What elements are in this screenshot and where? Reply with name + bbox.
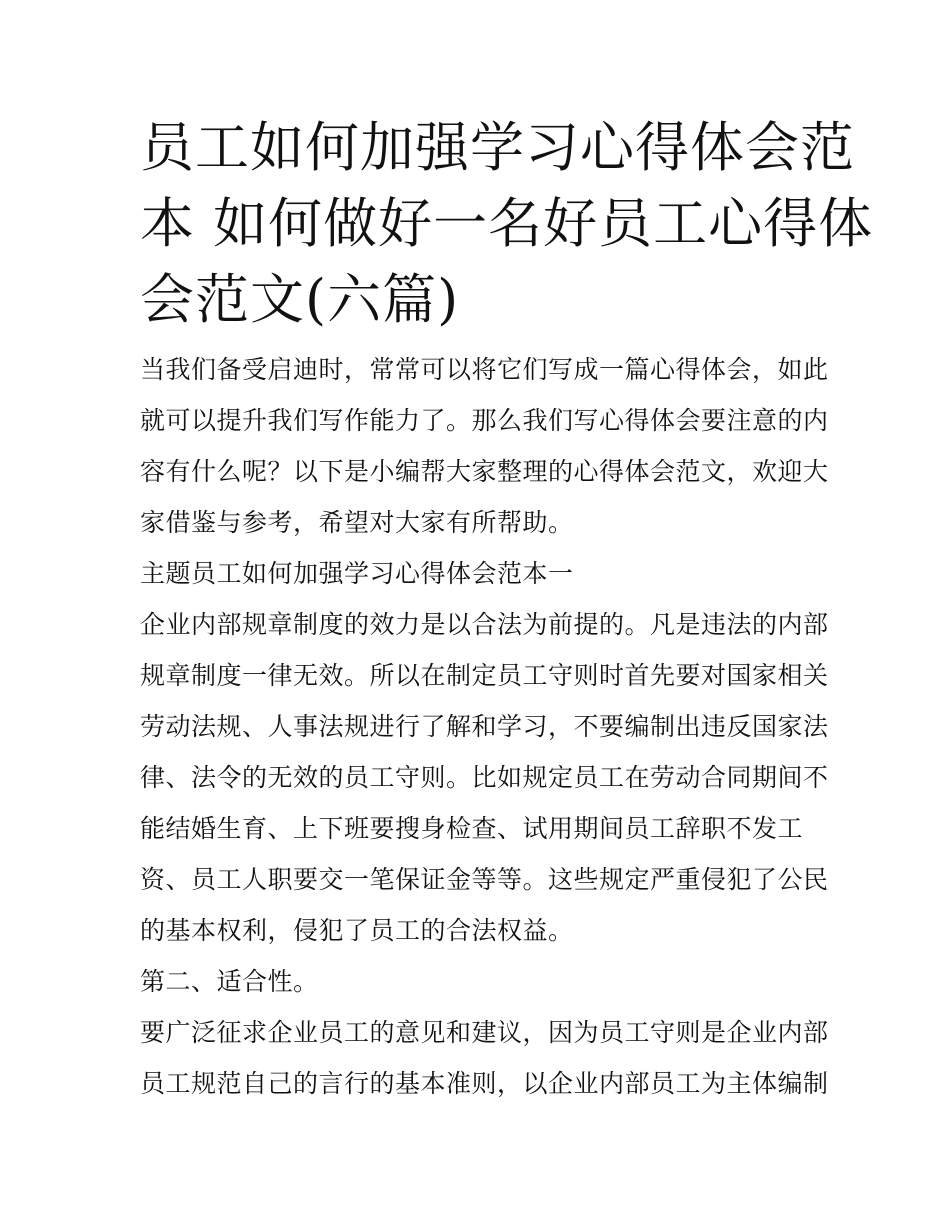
document-title xyxy=(140,110,874,338)
text-line: 当我们备受启迪时，常常可以将它们写成一篇心得体会，如此 xyxy=(140,355,829,384)
intro-paragraph xyxy=(140,344,830,548)
text-line: 就可以提升我们写作能力了。那么我们写心得体会要注意的内 xyxy=(140,406,829,435)
text-line: 资、员工人职要交一笔保证金等等。这些规定严重侵犯了公民 xyxy=(140,865,829,894)
text-line: 律、法令的无效的员工守则。比如规定员工在劳动合同期间不 xyxy=(140,763,829,792)
text-line: 第二、适合性。 xyxy=(140,967,319,996)
text-line: 能结婚生育、上下班要搜身检查、试用期间员工辞职不发工 xyxy=(140,814,804,843)
document-body xyxy=(140,344,830,1109)
document-content xyxy=(140,110,874,1109)
subsection-heading xyxy=(140,956,830,1007)
section-heading xyxy=(140,548,830,599)
text-line: 员工规范自己的言行的基本准则，以企业内部员工为主体编制 xyxy=(140,1069,829,1098)
title-line: 会范文(六篇) xyxy=(140,268,460,331)
text-line: 规章制度一律无效。所以在制定员工守则时首先要对国家相关 xyxy=(140,661,829,690)
title-line: 员工如何加强学习心得体会范 xyxy=(140,116,855,179)
text-line: 劳动法规、人事法规进行了解和学习，不要编制出违反国家法 xyxy=(140,712,829,741)
body-paragraph xyxy=(140,599,830,956)
text-line: 主题员工如何加强学习心得体会范本一 xyxy=(140,559,574,588)
title-line: 本 如何做好一名好员工心得体 xyxy=(140,192,874,255)
text-line: 家借鉴与参考，希望对大家有所帮助。 xyxy=(140,508,574,537)
text-line: 企业内部规章制度的效力是以合法为前提的。凡是违法的内部 xyxy=(140,610,829,639)
text-line: 的基本权利，侵犯了员工的合法权益。 xyxy=(140,916,574,945)
body-paragraph xyxy=(140,1007,830,1109)
text-line: 要广泛征求企业员工的意见和建议，因为员工守则是企业内部 xyxy=(140,1018,829,1047)
text-line: 容有什么呢？以下是小编帮大家整理的心得体会范文，欢迎大 xyxy=(140,457,829,486)
